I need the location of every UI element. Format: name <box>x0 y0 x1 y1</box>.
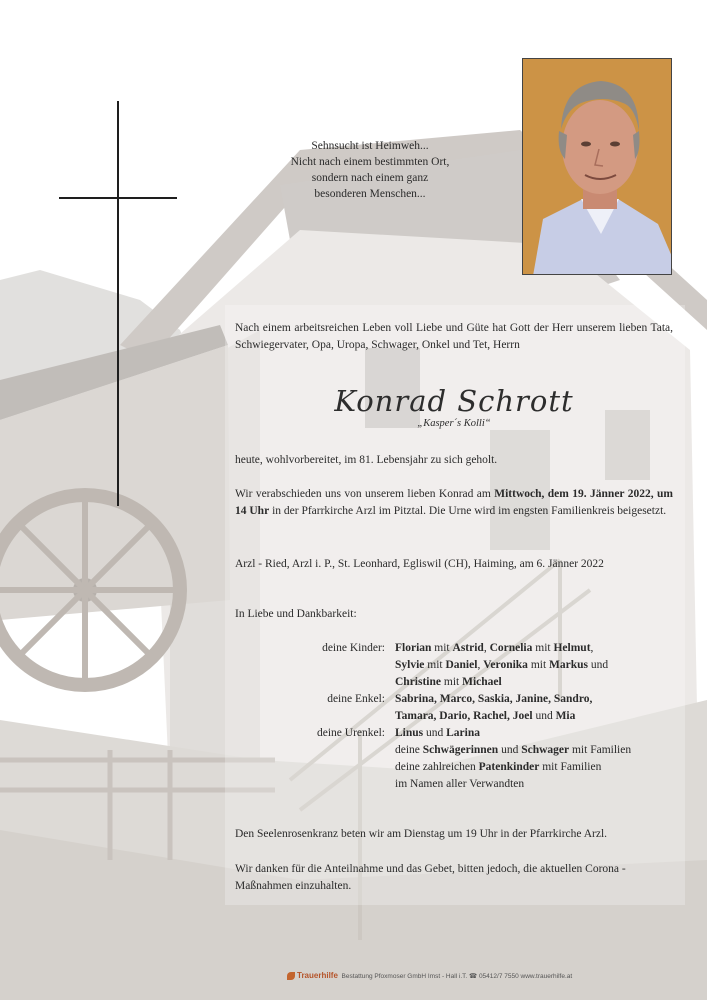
footer-logo: Trauerhilfe <box>297 971 338 980</box>
great-grandchildren-names: Linus und Larina deine Schwägerinnen und Schwager mit Familien deine zahlreichen Patenkinder mit Familien im Namen aller Verwandten <box>395 727 632 790</box>
quote-line: Sehnsucht ist Heimweh... <box>311 140 429 152</box>
cross-horizontal-bar <box>59 197 177 199</box>
deceased-name: Konrad Schrott <box>334 384 574 418</box>
memorial-quote <box>260 138 480 202</box>
funeral-date: Mittwoch, dem 19. Jänner 2022, um 14 Uhr <box>235 488 673 517</box>
children-names: Florian mit Astrid, Cornelia mit Helmut, Sylvie mit Daniel, Veronika mit Markus und Christine mit Michael <box>395 642 609 688</box>
grandchildren-names: Sabrina, Marco, Saskia, Janine, Sandro, Tamara, Dario, Rachel, Joel und Mia <box>395 693 593 722</box>
flower-logo-icon <box>287 972 295 980</box>
footer <box>287 971 572 980</box>
footer-contact: Bestattung Pfoxmoser GmbH Imst - Hall i.T. ☎ 05412/7 7550 www.trauerhilfe.at <box>341 973 573 980</box>
farewell-text: in der Pfarrkirche Arzl im Pitztal. Die Urne wird im engsten Familienkreis beigesetzt. <box>269 505 667 517</box>
corona-notice: Wir danken für die Anteilnahme und das Gebet, bitten jedoch, die aktuellen Corona - Maßnahmen einzuhalten. <box>235 863 626 892</box>
places-date-line: Arzl - Ried, Arzl i. P., St. Leonhard, Egliswil (CH), Haiming, am 6. Jänner 2022 <box>235 558 604 570</box>
grandchildren-label: deine Enkel: <box>327 693 385 705</box>
thanks-heading: In Liebe und Dankbarkeit: <box>235 608 357 620</box>
quote-line: Nicht nach einem bestimmten Ort, <box>290 156 450 168</box>
rosary-notice: Den Seelenrosenkranz beten wir am Dienstag um 19 Uhr in der Pfarrkirche Arzl. <box>235 828 608 840</box>
farewell-text: Wir verabschieden uns von unserem lieben Konrad am <box>235 488 495 500</box>
intro-paragraph: Nach einem arbeitsreichen Leben voll Liebe und Güte hat Gott der Herr unserem lieben Tata, Schwiegervater, Opa, Uropa, Schwager, Onkel und Tet, Herrn <box>235 322 673 351</box>
passing-text: heute, wohlvorbereitet, im 81. Lebensjahr zu sich geholt. <box>235 454 498 466</box>
farewell-paragraph <box>235 486 673 520</box>
quote-line: besonderen Menschen... <box>314 188 426 200</box>
cross-vertical-bar <box>117 101 119 506</box>
children-label: deine Kinder: <box>322 642 385 654</box>
portrait-photo <box>522 58 672 275</box>
deceased-nickname: „Kasper´s Kolli“ <box>417 418 491 429</box>
quote-line: sondern nach einem ganz <box>311 172 429 184</box>
great-grandchildren-label: deine Urenkel: <box>316 727 385 739</box>
